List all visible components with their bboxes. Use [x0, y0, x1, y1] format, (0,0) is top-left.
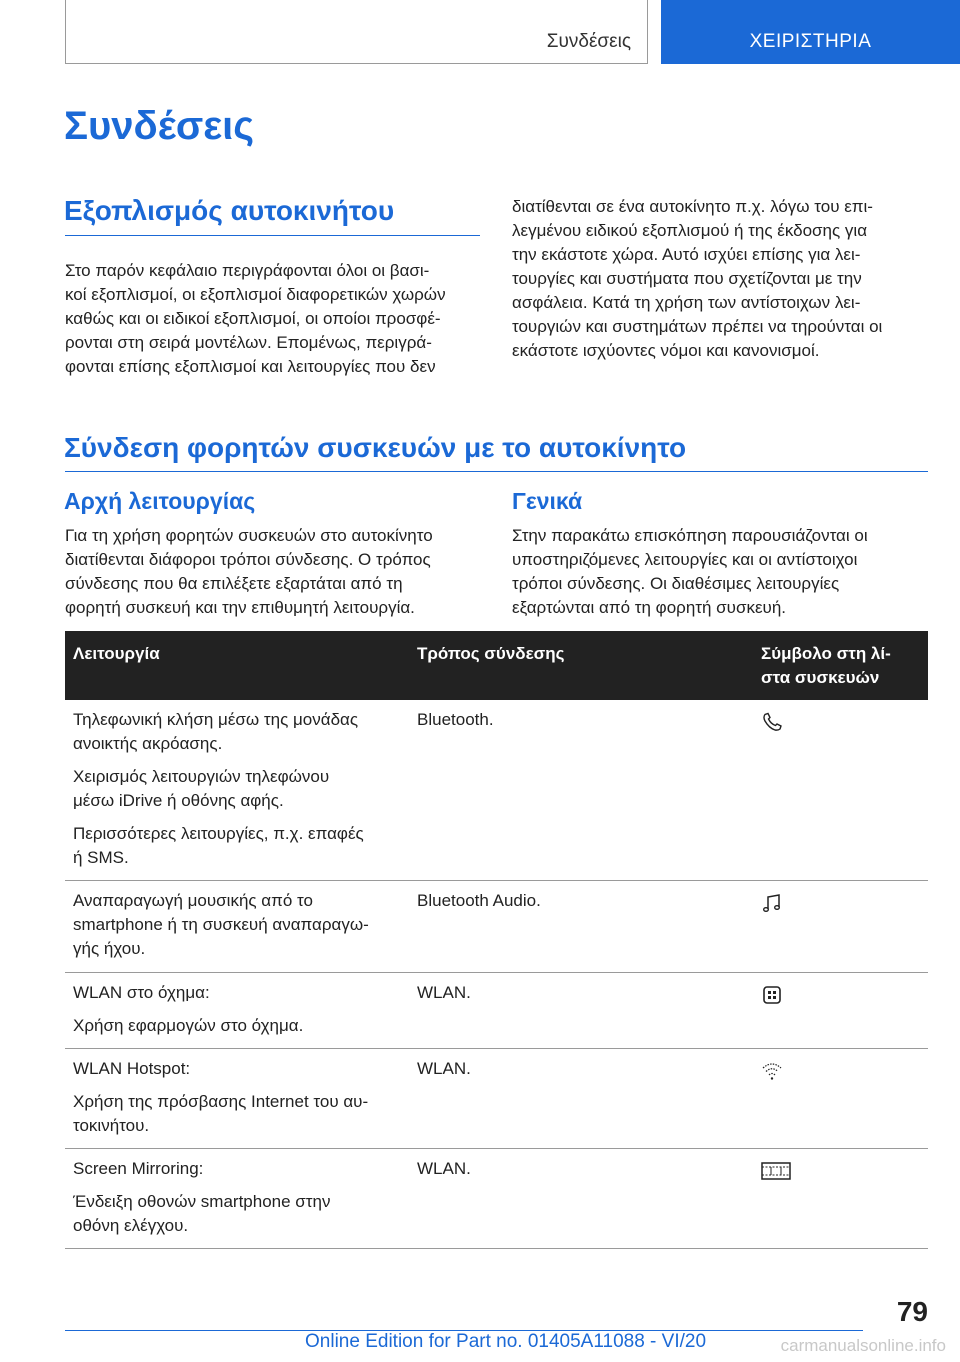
header-section-title: Συνδέσεις — [546, 31, 631, 52]
function-text: Ένδειξη οθονών smartphone στην οθόνη ελέγχου. — [73, 1192, 331, 1235]
general-heading: Γενικά — [512, 488, 583, 514]
general-text: Στην παρακάτω επισκόπηση παρουσιάζονται οι υποστηριζόμενες λειτουργίες και οι αντίστοιχοι τρόποι σύνδεσης. Οι διαθέσιμες λειτουργίες εξαρτώνται από τη φορητή συσκευή. — [512, 526, 868, 617]
equipment-text-left: Στο παρόν κεφάλαιο περιγράφονται όλοι οι βασι- κοί εξοπλισμοί, οι εξοπλισμοί διαφορετικών χωρών καθώς και οι ειδικοί εξοπλισμοί, οι οποίοι προσφέ- ρονται στη σειρά μοντέλων. Επομένως, περιγρά- φονται επίσης εξοπλισμοί και λειτουργίες που δεν — [65, 261, 446, 376]
principle-heading: Αρχή λειτουργίας — [64, 488, 256, 514]
wifi-icon — [761, 1060, 783, 1082]
table-cell-function — [65, 973, 409, 1049]
function-text: Χρήση εφαρμογών στο όχημα. — [73, 1016, 304, 1035]
function-text: Αναπαραγωγή μουσικής από το smartphone ή τη συσκευή αναπαραγω- γής ήχου. — [73, 891, 369, 958]
table-cell-function — [65, 881, 409, 973]
table-cell-method: WLAN. — [409, 973, 753, 1049]
table-cell-symbol — [753, 881, 928, 973]
table-cell-function — [65, 700, 409, 881]
table-cell-symbol — [753, 1149, 928, 1249]
footer-edition: Online Edition for Part no. 01405A11088 - VI/20 — [305, 1331, 707, 1352]
principle-text: Για τη χρήση φορητών συσκευών στο αυτοκίνητο διατίθενται διάφοροι τρόποι σύνδεσης. Ο τρόπος σύνδεσης που θα επιλέξετε εξαρτάται από τη φορητή συσκευή και την επιθυμητή λειτουργία. — [65, 526, 433, 617]
music-note-icon — [761, 892, 783, 914]
phone-handset-icon — [761, 711, 783, 733]
connection-heading-rule — [65, 471, 928, 472]
table-cell-function — [65, 1049, 409, 1149]
screen-mirroring-icon — [761, 1160, 791, 1182]
table-cell-method: Bluetooth Audio. — [409, 881, 753, 973]
table-header-method: Τρόπος σύνδεσης — [409, 631, 753, 700]
table-row — [65, 700, 928, 881]
table-cell-method: WLAN. — [409, 1049, 753, 1149]
equipment-heading: Εξοπλισμός αυτοκινήτου — [64, 195, 395, 226]
table-cell-method: Bluetooth. — [409, 700, 753, 881]
table-row — [65, 881, 928, 973]
apps-icon — [761, 984, 783, 1006]
table-cell-symbol — [753, 700, 928, 881]
table-cell-symbol — [753, 1049, 928, 1149]
header-chapter-tab — [661, 0, 960, 64]
function-text: Χρήση της πρόσβασης Internet του αυ- τοκινήτου. — [73, 1092, 369, 1135]
function-text: WLAN Hotspot: — [73, 1059, 191, 1078]
page-title: Συνδέσεις — [64, 104, 255, 148]
function-text: Περισσότερες λειτουργίες, π.χ. επαφές ή SMS. — [73, 824, 364, 867]
table-cell-method: WLAN. — [409, 1149, 753, 1249]
function-text: Χειρισμός λειτουργιών τηλεφώνου μέσω iDrive ή οθόνης αφής. — [73, 767, 330, 810]
table-cell-symbol — [753, 973, 928, 1049]
function-text: Τηλεφωνική κλήση μέσω της μονάδας ανοικτής ακρόασης. — [73, 710, 359, 753]
function-text: WLAN στο όχημα: — [73, 983, 210, 1002]
table-cell-function — [65, 1149, 409, 1249]
table-row — [65, 1049, 928, 1149]
functions-table — [65, 631, 928, 1249]
header-chapter-title: ΧΕΙΡΙΣΤΗΡΙΑ — [749, 31, 872, 52]
equipment-text-right: διατίθενται σε ένα αυτοκίνητο π.χ. λόγω του επι- λεγμένου ειδικού εξοπλισμού ή της έκδοσης για την εκάστοτε χώρα. Αυτό ισχύει επίσης για λει- τουργίες και συστήματα που σχετίζονται με την ασφάλεια. Κατά τη χρήση των αντίστοιχων λει- τουργιών και συστημάτων πρέπει να τηρούνται οι εκάστοτε ισχύοντες νόμοι και κανονισμοί. — [512, 197, 883, 360]
page-number: 79 — [896, 1296, 928, 1327]
function-text: Screen Mirroring: — [73, 1159, 204, 1178]
table-header-function: Λειτουργία — [65, 631, 409, 700]
table-header-symbol: Σύμβολο στη λί- στα συσκευών — [753, 631, 928, 700]
table-header-row — [65, 631, 928, 700]
equipment-heading-rule — [65, 235, 480, 236]
table-row — [65, 973, 928, 1049]
watermark: carmanualsonline.info — [780, 1336, 946, 1355]
connection-heading: Σύνδεση φορητών συσκευών με το αυτοκίνητο — [64, 432, 687, 463]
header-section-box — [65, 0, 648, 64]
table-row — [65, 1149, 928, 1249]
